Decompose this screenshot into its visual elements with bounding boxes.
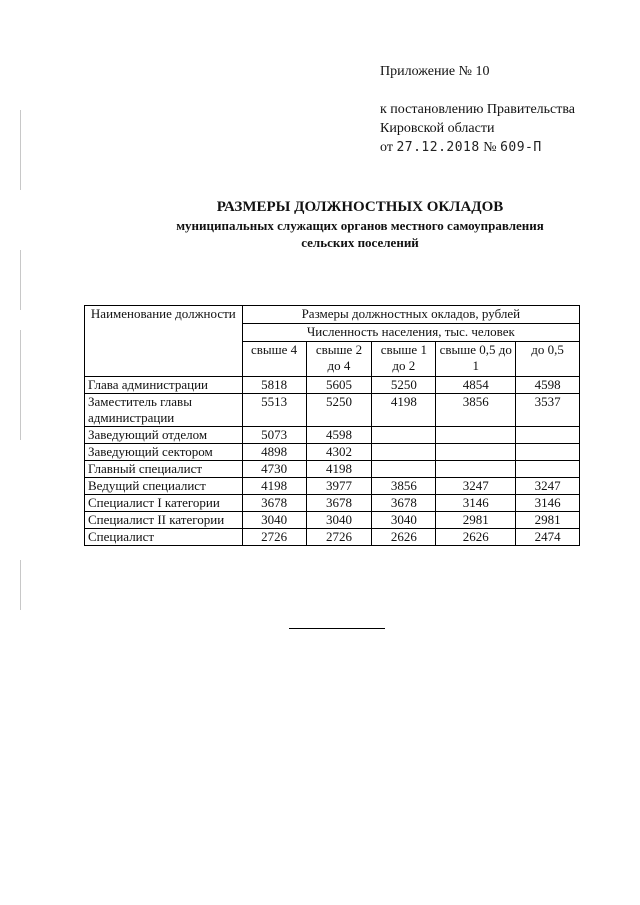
- row-value: 5250: [372, 377, 436, 394]
- row-value: 2626: [436, 529, 516, 546]
- table-row: [85, 461, 580, 478]
- table-row: [85, 529, 580, 546]
- table-row: [85, 512, 580, 529]
- handwritten-number: 609-П: [500, 140, 542, 155]
- table-row: [85, 394, 580, 427]
- document-title: [0, 198, 640, 251]
- row-position: Специалист I категории: [85, 495, 243, 512]
- row-value: 3040: [372, 512, 436, 529]
- header-position: Наименование должности: [85, 306, 243, 377]
- appendix-date-line: [380, 138, 575, 157]
- row-value: 5513: [242, 394, 306, 427]
- row-value: [372, 427, 436, 444]
- row-position: Глава администрации: [85, 377, 243, 394]
- number-prefix: №: [483, 140, 497, 155]
- appendix-decree-line: к постановлению Правительства: [380, 102, 576, 117]
- row-position: Заместитель главы администрации: [85, 394, 243, 427]
- row-value: 3977: [306, 478, 372, 495]
- row-value: 3040: [306, 512, 372, 529]
- scan-artifact: [20, 560, 21, 610]
- row-value: 3537: [516, 394, 580, 427]
- table-row: [85, 444, 580, 461]
- row-value: [436, 427, 516, 444]
- row-value: 3856: [436, 394, 516, 427]
- row-value: 4898: [242, 444, 306, 461]
- handwritten-date: 27.12.2018: [396, 140, 480, 155]
- row-value: 4598: [306, 427, 372, 444]
- appendix-number: Приложение № 10: [380, 64, 490, 79]
- column-header: свыше 0,5 до 1: [436, 342, 516, 377]
- row-value: [516, 461, 580, 478]
- row-value: [436, 461, 516, 478]
- header-population: Численность населения, тыс. человек: [242, 324, 579, 342]
- column-header: до 0,5: [516, 342, 580, 377]
- row-position: Специалист II категории: [85, 512, 243, 529]
- row-value: 3146: [436, 495, 516, 512]
- appendix-region-line: Кировской области: [380, 121, 495, 136]
- header-salaries: Размеры должностных окладов, рублей: [242, 306, 579, 324]
- row-value: 3247: [436, 478, 516, 495]
- row-value: 5605: [306, 377, 372, 394]
- title-subtitle-1: муниципальных служащих органов местного самоуправления: [176, 218, 544, 233]
- row-position: Ведущий специалист: [85, 478, 243, 495]
- row-value: 2981: [436, 512, 516, 529]
- table-row: [85, 478, 580, 495]
- row-value: 4198: [242, 478, 306, 495]
- column-header: свыше 2 до 4: [306, 342, 372, 377]
- row-value: 3678: [372, 495, 436, 512]
- row-value: 3146: [516, 495, 580, 512]
- row-value: 3678: [242, 495, 306, 512]
- title-subtitle-2: сельских поселений: [301, 235, 419, 250]
- row-position: Главный специалист: [85, 461, 243, 478]
- row-value: 4198: [372, 394, 436, 427]
- row-value: [436, 444, 516, 461]
- row-value: [516, 427, 580, 444]
- row-value: [372, 444, 436, 461]
- row-value: 3247: [516, 478, 580, 495]
- salary-table: [84, 305, 580, 546]
- scan-artifact: [20, 330, 21, 440]
- row-position: Заведующий сектором: [85, 444, 243, 461]
- row-value: 2726: [242, 529, 306, 546]
- row-position: Заведующий отделом: [85, 427, 243, 444]
- row-value: 3040: [242, 512, 306, 529]
- column-header: свыше 4: [242, 342, 306, 377]
- table-row: [85, 427, 580, 444]
- row-value: 2726: [306, 529, 372, 546]
- row-value: 4598: [516, 377, 580, 394]
- scan-artifact: [20, 250, 21, 310]
- table-row: [85, 377, 580, 394]
- row-value: [372, 461, 436, 478]
- row-value: 5818: [242, 377, 306, 394]
- scan-artifact: [20, 110, 21, 190]
- row-value: 3856: [372, 478, 436, 495]
- row-position: Специалист: [85, 529, 243, 546]
- row-value: 4198: [306, 461, 372, 478]
- row-value: 4854: [436, 377, 516, 394]
- row-value: 4730: [242, 461, 306, 478]
- row-value: 2981: [516, 512, 580, 529]
- row-value: 5250: [306, 394, 372, 427]
- table-row: [85, 495, 580, 512]
- appendix-block: [380, 62, 575, 157]
- row-value: 5073: [242, 427, 306, 444]
- row-value: [516, 444, 580, 461]
- row-value: 2474: [516, 529, 580, 546]
- end-divider: [289, 628, 385, 629]
- row-value: 3678: [306, 495, 372, 512]
- row-value: 2626: [372, 529, 436, 546]
- date-prefix: от: [380, 140, 393, 155]
- column-header: свыше 1 до 2: [372, 342, 436, 377]
- title-main: РАЗМЕРЫ ДОЛЖНОСТНЫХ ОКЛАДОВ: [216, 199, 504, 215]
- row-value: 4302: [306, 444, 372, 461]
